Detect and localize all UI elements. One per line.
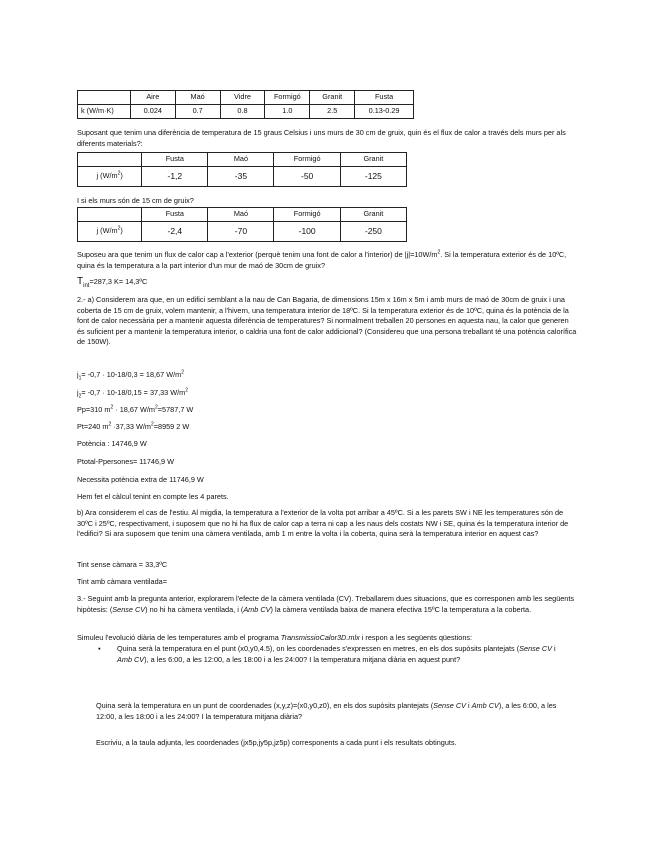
text: i respon a les següents qüestions:: [359, 633, 473, 642]
table-cell: 1.0: [265, 105, 310, 119]
table-cell: Granit: [310, 91, 355, 105]
text: Sense CV: [112, 604, 146, 614]
table-cell: Vidre: [220, 91, 265, 105]
table-cell: -50: [274, 167, 340, 187]
table-row: [78, 167, 407, 187]
text: i: [552, 644, 556, 653]
text: = -0,7 · 10-18/0,15 = 37,33 W/m: [81, 388, 186, 397]
text: i: [465, 701, 472, 710]
calc-pt: [77, 422, 577, 433]
table-cell: -70: [208, 222, 274, 242]
text: ), a les 6:00, a les 12:00, a les 18:00 i a les 24:00? I la temperatura mitjana diària?: [96, 701, 557, 721]
row-label-end: ): [120, 171, 123, 181]
table-cell: [78, 222, 142, 242]
row-label: j (W/m: [96, 171, 118, 181]
table-cell: Formigó: [265, 91, 310, 105]
row-label-end: ): [120, 226, 123, 236]
table-cell: -125: [340, 167, 406, 187]
calc-pp: [77, 405, 577, 416]
table-cell: [78, 208, 142, 222]
tint-amb: Tint amb càmara ventilada=: [77, 577, 167, 586]
text: =8959 2 W: [153, 422, 190, 431]
table-cell: k (W/m·K): [78, 105, 131, 119]
bullet-icon: ▪: [98, 644, 101, 653]
answer-tint: [77, 275, 577, 290]
table-cell: 0.024: [130, 105, 175, 119]
table-cell: 0.7: [175, 105, 220, 119]
text: Pt=240 m: [77, 422, 109, 431]
table-cell: [78, 91, 131, 105]
text: Amb CV: [471, 701, 499, 710]
conductivity-table: [77, 90, 414, 119]
table-header-row: [78, 91, 414, 105]
table-cell: -35: [208, 167, 274, 187]
text: Sense CV: [519, 644, 552, 653]
table-cell: [78, 167, 142, 187]
table-row: [78, 222, 407, 242]
question-flux: [77, 250, 577, 271]
instructions-write-table: Escriviu, a la taula adjunta, les coordenades (jx5p,jy5p,jz5p) corresponents a cada punt i els resultats obtinguts.: [96, 738, 457, 747]
table-cell: Aire: [130, 91, 175, 105]
table-cell: Formigó: [274, 208, 340, 222]
bullet-1-text: [117, 644, 572, 665]
superscript: 2: [155, 404, 158, 411]
section-2b-text: b) Ara considerem el cas de l'estiu. Al migdia, la temperatura a l'exterior de la volta pot arribar a 45ºC. Si a les parets SW i NE les temperatures són de 30ºC i 25ºC, respectivament, i suposem que no hi ha flux de calor cap a terra ni cap a les naus dels costats NW i SE, quina és la temperatura interior de l'edifici? Si ara suposem que tenim una càmera ventilada, amb 1 m entre la volta i la coberta, quina serà la temperatura interior en aquest cas?: [77, 508, 569, 539]
subscript: 2: [78, 393, 82, 400]
table-cell: 0.13-0.29: [355, 105, 414, 119]
note-4-walls: Hem fet el càlcul tenint en compte les 4 parets.: [77, 492, 229, 501]
text: Pp=310 m: [77, 405, 111, 414]
text: ) la càmera ventilada baixa de manera efectiva 15ºC la temperatura a la coberta.: [270, 604, 532, 614]
question-30cm: Suposant que tenim una diferència de temperatura de 15 graus Celsius i uns murs de 30 cm de gruix, quin és el flux de calor a través dels murs per als diferents materials?:: [77, 128, 566, 148]
text: T: [77, 276, 84, 287]
superscript: 2: [437, 249, 441, 256]
flux-table-15cm: [77, 207, 407, 242]
text: =5787,7 W: [157, 405, 194, 414]
text: j: [77, 388, 79, 397]
tint-sense: Tint sense càmara = 33,3ºC: [77, 560, 168, 569]
table-cell: Maó: [208, 208, 274, 222]
text: Sense CV: [433, 701, 466, 710]
table-cell: -250: [340, 222, 406, 242]
calc-necessita: Necessita potència extra de 11746,9 W: [77, 475, 204, 484]
table-header-row: [78, 153, 407, 167]
text: 3.- Seguint amb la pregunta anterior, explorarem l'efecte de la càmera ventilada (CV). Treballarem dues situacions, que es corresponen amb les següents hipòtesis: (: [77, 594, 575, 614]
table-cell: Maó: [175, 91, 220, 105]
text: Quina serà la temperatura en un punt de coordenades (x,y,z)=(x0,y0,z0), en els dos supòsits plantejats (: [96, 701, 434, 710]
text: . Si la temperatura exterior és de 10ºC, quina és la temperatura a la part interior d'un mur de maó de 30cm de gruix?: [77, 250, 567, 270]
text: = -0,7 · 10-18/0,3 = 18,67 W/m: [81, 370, 182, 379]
superscript: 2: [108, 421, 112, 428]
text: Suposeu ara que tenim un flux de calor cap a l'exterior (perquè tenim una font de calor a l'interior) de |j|=10W/m: [77, 250, 438, 259]
text: Quina serà la temperatura en el punt (x0,y0,4.5), on les coordenades s'expressen en metres, en els dos supòsits plantejats (: [117, 644, 520, 653]
subscript: int: [83, 283, 90, 289]
calc-potencia: Potència : 14746,9 W: [77, 439, 147, 448]
table-row: [78, 105, 414, 119]
table-cell: -2,4: [142, 222, 208, 242]
table-cell: -100: [274, 222, 340, 242]
simulation-instructions: [77, 633, 577, 644]
superscript: 2: [181, 369, 184, 376]
section-3-intro: [77, 594, 577, 615]
table-cell: Fusta: [142, 153, 208, 167]
table-cell: 0.8: [220, 105, 265, 119]
flux-table-30cm: [77, 152, 407, 187]
calc-j2: [77, 388, 577, 399]
superscript: 2: [117, 170, 121, 177]
table-cell: Granit: [340, 208, 406, 222]
section-2-intro: 2.- a) Considerem ara que, en un edifici semblant a la nau de Can Bagaria, de dimensions 15m x 16m x 5m i amb murs de maó de 30cm de gruix i una coberta de 15 cm de gruix, volem mantenir, a l'hivern, una temperatura interior de 18ºC. Si la temperatura exterior és de 10ºC, quina és la potència de la font de calor necessària per a mantenir aquesta diferència de temperatures? Si normalment treballen 20 persones en aquesta nau, la calor que generen és suficient per a mantenir la temperatura interior, o caldria una font de calor addicional? (Considereu que una persona treballant té una potència calorífica de 150W).: [77, 295, 577, 347]
question-point-coordinates: [96, 701, 576, 722]
text: Simuleu l'evolució diària de les temperatures amb el programa: [77, 633, 281, 642]
table-cell: Maó: [208, 153, 274, 167]
text: Amb CV: [117, 654, 145, 664]
superscript: 2: [110, 404, 114, 411]
text: Amb CV: [243, 604, 271, 614]
table-header-row: [78, 208, 407, 222]
table-cell: -1,2: [142, 167, 208, 187]
text: TransmissioCalor3D.mlx: [280, 633, 360, 642]
question-15cm: I si els murs són de 15 cm de gruix?: [77, 196, 194, 205]
table-cell: Granit: [340, 153, 406, 167]
superscript: 2: [150, 421, 154, 428]
text: =287,3 K= 14,3ºC: [89, 277, 148, 286]
text: j: [77, 370, 79, 379]
superscript: 2: [117, 225, 121, 232]
calc-ptotal: Ptotal-Ppersones= 11746,9 W: [77, 457, 175, 466]
text: ), a les 6:00, a les 12:00, a les 18:00 i a les 24:00? I la temperatura mitjana diària en aquest punt?: [144, 654, 461, 664]
superscript: 2: [185, 387, 189, 394]
text: · 18,67 W/m: [113, 405, 156, 414]
calc-j1: [77, 370, 577, 381]
table-cell: Fusta: [355, 91, 414, 105]
table-cell: Fusta: [142, 208, 208, 222]
row-label: j (W/m: [96, 226, 118, 236]
table-cell: Formigó: [274, 153, 340, 167]
text: ) no hi ha càmera ventilada, i (: [145, 604, 244, 614]
table-cell: 2.5: [310, 105, 355, 119]
text: ·37,33 W/m: [111, 422, 151, 431]
subscript: 1: [78, 375, 82, 382]
table-cell: [78, 153, 142, 167]
